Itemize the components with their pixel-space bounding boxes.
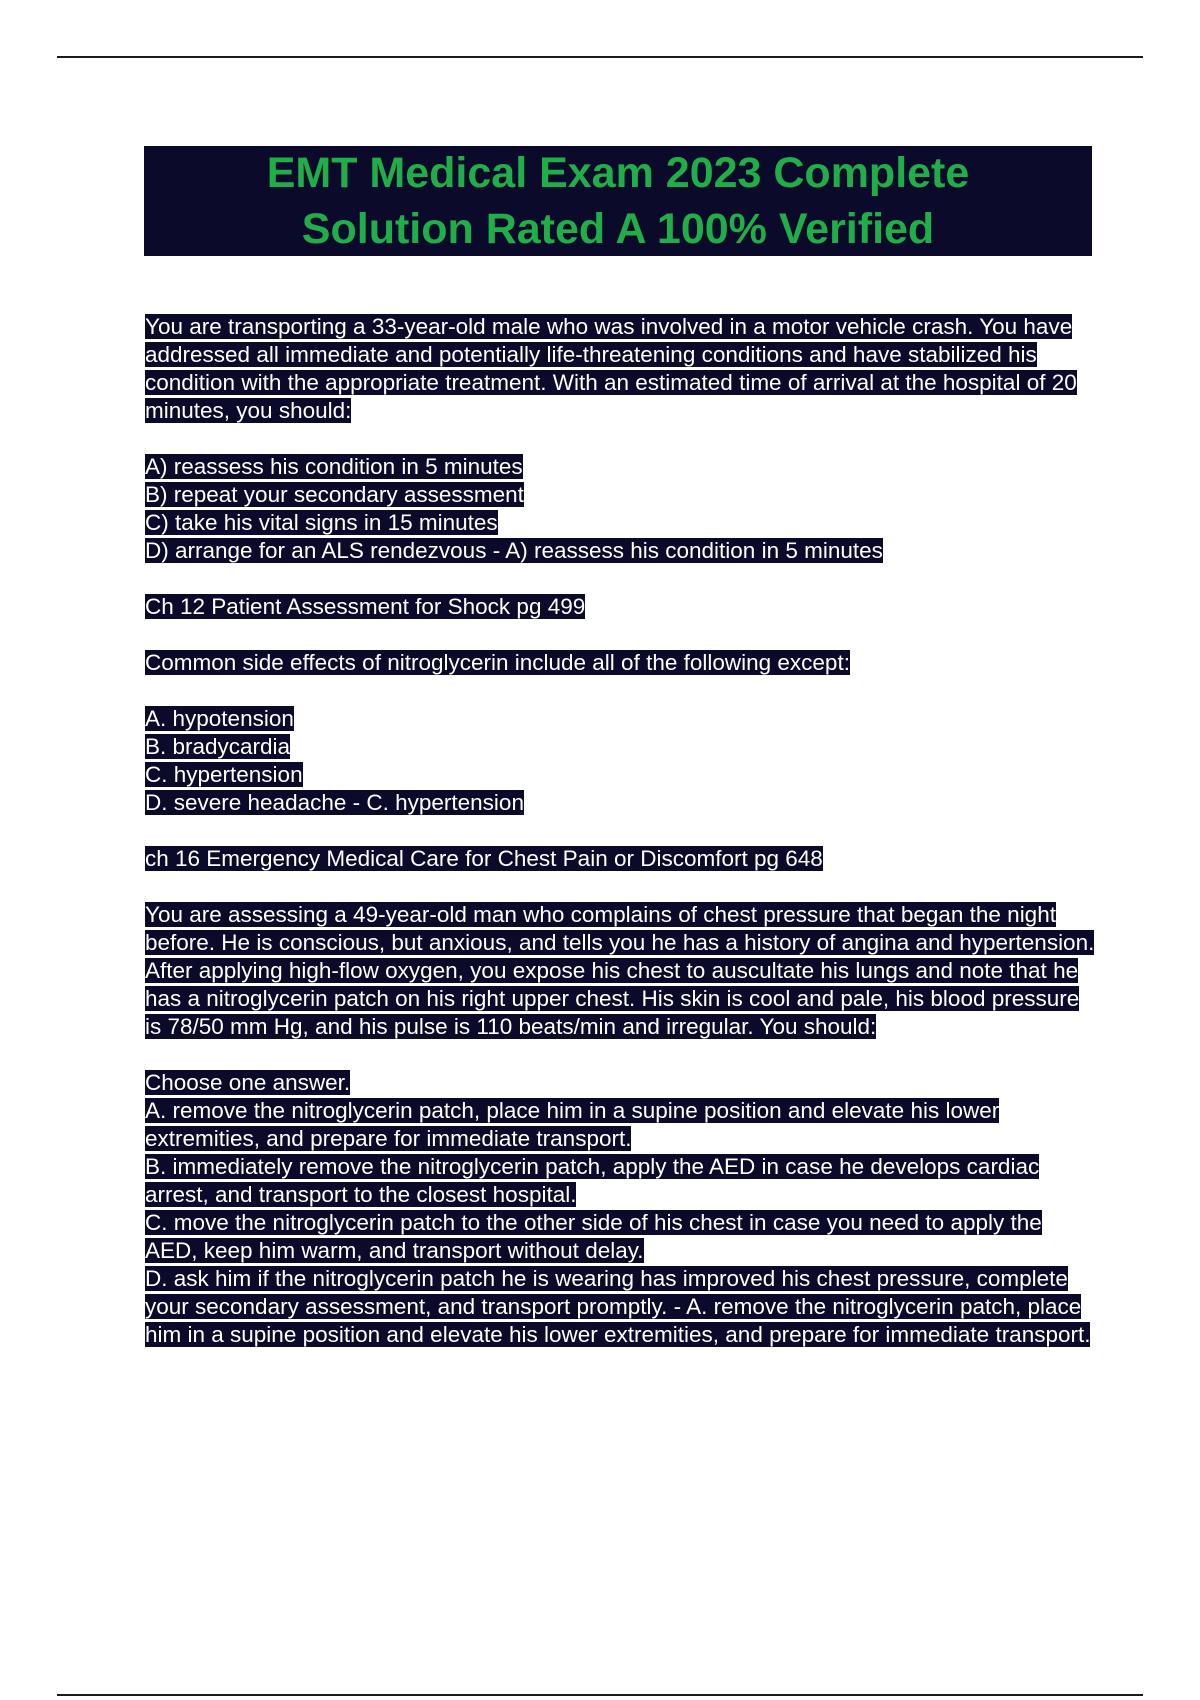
option-item: A. remove the nitroglycerin patch, place him in a supine position and elevate his lower extremities, and prepare for immediate transport.: [145, 1098, 1000, 1151]
choose-prompt: Choose one answer.: [145, 1070, 351, 1095]
option-item: C. move the nitroglycerin patch to the other side of his chest in case you need to apply the AED, keep him warm, and transport without delay.: [145, 1210, 1042, 1263]
chapter-reference-1: Ch 12 Patient Assessment for Shock pg 499: [145, 594, 586, 619]
title-line-2: Solution Rated A 100% Verified: [301, 205, 935, 253]
option-item: B. immediately remove the nitroglycerin patch, apply the AED in case he develops cardiac arrest, and transport to the closest hospital.: [145, 1154, 1040, 1207]
title-line-1: EMT Medical Exam 2023 Complete: [266, 149, 970, 197]
top-rule: [57, 56, 1143, 58]
option-item: D. severe headache - C. hypertension: [145, 790, 524, 815]
option-item: A) reassess his condition in 5 minutes: [145, 454, 523, 479]
option-item: B) repeat your secondary assessment: [145, 482, 524, 507]
option-item: D) arrange for an ALS rendezvous - A) reassess his condition in 5 minutes: [145, 538, 883, 563]
chapter-reference-2: ch 16 Emergency Medical Care for Chest Pain or Discomfort pg 648: [145, 846, 823, 871]
bottom-rule: [57, 1694, 1143, 1696]
document-title: [267, 145, 970, 257]
option-item: C) take his vital signs in 15 minutes: [145, 510, 498, 535]
title-banner: [144, 146, 1092, 256]
option-item: D. ask him if the nitroglycerin patch he is wearing has improved his chest pressure, complete your secondary assessment, and transport promptly. - A. remove the nitroglycerin patch, place him in a supine position and elevate his lower extremities, and prepare for immediate transport.: [145, 1266, 1091, 1347]
question-3-options: [145, 1069, 1095, 1349]
question-2-options: [145, 705, 1095, 817]
question-3-text: You are assessing a 49-year-old man who complains of chest pressure that began the night before. He is conscious, but anxious, and tells you he has a history of angina and hypertension. After applying high-flow oxygen, you expose his chest to auscultate his lungs and note that he has a nitroglycerin patch on his right upper chest. His skin is cool and pale, his blood pressure is 78/50 mm Hg, and his pulse is 110 beats/min and irregular. You should:: [145, 902, 1095, 1039]
question-2-text: Common side effects of nitroglycerin include all of the following except:: [145, 650, 850, 675]
option-item: A. hypotension: [145, 706, 294, 731]
document-body: [145, 313, 1095, 1377]
option-item: B. bradycardia: [145, 734, 291, 759]
option-item: C. hypertension: [145, 762, 303, 787]
question-1-text: You are transporting a 33-year-old male who was involved in a motor vehicle crash. You have addressed all immediate and potentially life-threatening conditions and have stabilized his condition with the appropriate treatment. With an estimated time of arrival at the hospital of 20 minutes, you should:: [145, 314, 1077, 423]
question-1-options: [145, 453, 1095, 565]
